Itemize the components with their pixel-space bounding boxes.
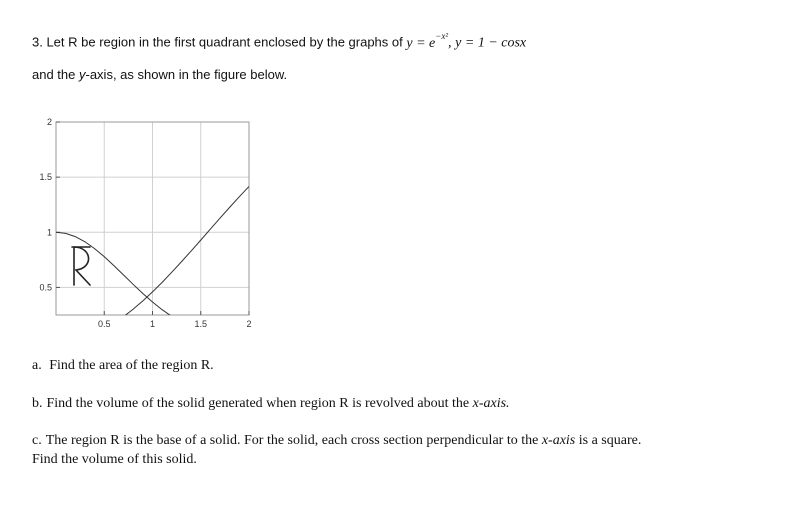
region-figure bbox=[32, 110, 262, 330]
question-a-text: Find the area of the region R. bbox=[49, 358, 214, 373]
problem-intro-text: 3. Let R be region in the first quadrant enclosed by the graphs of bbox=[32, 34, 403, 50]
question-b-prefix: b. bbox=[32, 396, 43, 411]
question-c-text-1: The region R is the base of a solid. For the solid, each cross section perpendicular to the bbox=[45, 433, 542, 448]
equation-separator: , bbox=[448, 35, 452, 51]
equation-cosine: y = 1 − cosx bbox=[455, 35, 527, 51]
equation-exponential-base: y = e bbox=[406, 35, 436, 51]
question-c-axis: x-axis bbox=[541, 433, 576, 448]
problem-statement-line2 bbox=[32, 67, 287, 82]
question-b bbox=[32, 396, 510, 412]
equation-exponential-power: −x² bbox=[435, 31, 449, 41]
y-tick-label-3: 0.5 bbox=[39, 282, 52, 293]
y-tick-label-2: 1 bbox=[46, 227, 52, 238]
problem-statement-line1 bbox=[32, 33, 526, 52]
y-tick-label-0: 2 bbox=[46, 117, 52, 127]
question-c-text-3: Find the volume of this solid. bbox=[32, 452, 197, 467]
x-tick-label-3: 2 bbox=[246, 319, 252, 329]
question-c-text-2: is a square. bbox=[575, 433, 642, 448]
x-tick-label-0: 0.5 bbox=[97, 319, 111, 329]
line2-yaxis-var: y bbox=[79, 67, 86, 82]
equation-exponential bbox=[406, 31, 449, 51]
x-tick-label-1: 1 bbox=[149, 319, 156, 329]
question-b-text: Find the volume of the solid generated when region R is revolved about the bbox=[46, 396, 473, 411]
region-label: R bbox=[80, 280, 82, 281]
question-a-prefix: a. bbox=[32, 358, 42, 373]
line2-text-b: -axis, as shown in the figure below. bbox=[85, 67, 288, 82]
line2-text-a: and the bbox=[32, 67, 79, 82]
axis-ticks bbox=[39, 117, 251, 329]
question-c bbox=[32, 431, 752, 469]
question-b-axis: x-axis. bbox=[472, 396, 510, 411]
question-c-prefix: c. bbox=[32, 433, 42, 448]
question-a bbox=[32, 358, 214, 374]
y-tick-label-1: 1.5 bbox=[39, 172, 52, 183]
region-label-bowl-stroke bbox=[74, 247, 90, 285]
x-tick-label-2: 1.5 bbox=[194, 319, 208, 329]
